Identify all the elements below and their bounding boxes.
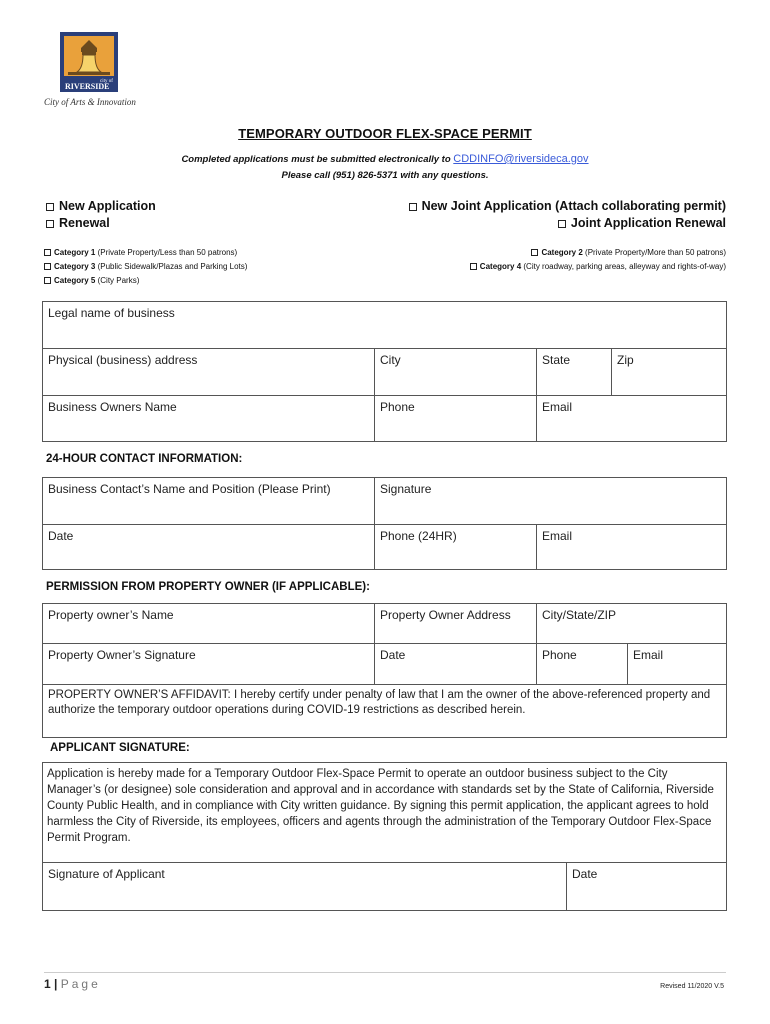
category-3-desc: (Public Sidewalk/Plazas and Parking Lots) [97, 262, 248, 271]
renewal-checkbox[interactable] [46, 220, 54, 228]
state-label: State [542, 353, 571, 367]
page-number-separator: | [54, 977, 58, 991]
contact-date-field[interactable] [42, 524, 375, 570]
category-4-label: Category 4 [479, 262, 522, 271]
owner-city-state-zip-label: City/State/ZIP [542, 608, 617, 622]
owner-email-label: Email [633, 648, 664, 662]
contact-name-label: Business Contact’s Name and Position (Please Print) [48, 482, 331, 496]
category-1-option[interactable] [44, 248, 237, 257]
joint-renewal-checkbox[interactable] [558, 220, 566, 228]
contact-signature-field[interactable] [374, 477, 727, 525]
phone-label: Phone [380, 400, 415, 414]
contact-phone-field[interactable] [374, 524, 537, 570]
category-5-option[interactable] [44, 276, 139, 285]
category-3-label: Category 3 [54, 262, 96, 271]
new-application-checkbox[interactable] [46, 203, 54, 211]
renewal-label: Renewal [59, 216, 110, 230]
page-number [44, 977, 101, 991]
owner-signature-label: Property Owner’s Signature [48, 648, 196, 662]
category-2-label: Category 2 [541, 248, 583, 257]
joint-renewal-option[interactable] [558, 216, 726, 230]
submission-text: Completed applications must be submitted electronically to [181, 154, 454, 165]
contact-email-field[interactable] [536, 524, 727, 570]
contact-section-heading: 24-HOUR CONTACT INFORMATION: [46, 453, 243, 465]
category-4-option[interactable] [470, 262, 726, 271]
owner-affidavit: PROPERTY OWNER’S AFFIDAVIT: I hereby certify under penalty of law that I am the owner of the above-referenced property and authorize the temporary outdoor operations during COVID-19 restrictions as described herein. [42, 684, 727, 738]
bell-tower-icon [60, 32, 118, 92]
applicant-signature-field[interactable] [42, 862, 567, 911]
owner-phone-label: Phone [542, 648, 577, 662]
new-joint-label: New Joint Application (Attach collaborating permit) [421, 199, 726, 213]
new-joint-application-option[interactable] [409, 199, 726, 213]
owner-city-state-zip-field[interactable] [536, 603, 727, 644]
phone-field[interactable] [374, 395, 537, 442]
applicant-section-heading: APPLICANT SIGNATURE: [50, 742, 190, 754]
svg-text:RIVERSIDE: RIVERSIDE [65, 82, 110, 91]
contact-info-table [42, 477, 727, 570]
contact-phone-label: Phone (24HR) [380, 529, 457, 543]
legal-name-field[interactable] [42, 301, 727, 349]
applicant-statement: Application is hereby made for a Temporary Outdoor Flex-Space Permit to operate an outdoor business subject to the City Manager’s (or designee) sole consideration and approval and in accordance with standards set by the State of California, Riverside County Public Health, and in compliance with City written guidance. By signing this permit application, the applicant agrees to hold harmless the City of Riverside, its employees, officers and agents through the administration of the Temporary Outdoor Flex-Space Permit Program. [47, 768, 714, 844]
phone-instructions: Please call (951) 826-5371 with any questions. [281, 170, 489, 181]
contact-email-label: Email [542, 529, 573, 543]
applicant-table [42, 762, 727, 911]
owner-phone-field[interactable] [536, 643, 628, 685]
owner-address-field[interactable] [374, 603, 537, 644]
state-field[interactable] [536, 348, 612, 396]
owners-name-field[interactable] [42, 395, 375, 442]
category-2-desc: (Private Property/More than 50 patrons) [585, 248, 726, 257]
category-5-desc: (City Parks) [97, 276, 140, 285]
city-field[interactable] [374, 348, 537, 396]
owner-date-label: Date [380, 648, 406, 662]
category-5-checkbox[interactable] [44, 277, 51, 284]
owner-address-label: Property Owner Address [380, 608, 511, 622]
owner-date-field[interactable] [374, 643, 537, 685]
category-2-checkbox[interactable] [531, 249, 538, 256]
submission-instructions [0, 153, 770, 165]
email-link[interactable]: CDDINFO@riversideca.gov [453, 153, 589, 165]
physical-address-label: Physical (business) address [48, 353, 198, 367]
owner-signature-field[interactable] [42, 643, 375, 685]
owner-name-field[interactable] [42, 603, 375, 644]
owner-email-field[interactable] [627, 643, 727, 685]
category-4-checkbox[interactable] [470, 263, 477, 270]
svg-text:city of: city of [100, 79, 113, 84]
applicant-date-label: Date [572, 867, 598, 881]
category-2-option[interactable] [531, 248, 726, 257]
category-4-desc: (City roadway, parking areas, alleyway and rights-of-way) [523, 262, 726, 271]
city-tagline: City of Arts & Innovation [44, 97, 136, 107]
category-1-checkbox[interactable] [44, 249, 51, 256]
category-1-desc: (Private Property/Less than 50 patrons) [97, 248, 238, 257]
renewal-option[interactable] [46, 216, 110, 230]
city-logo [60, 32, 118, 92]
category-3-checkbox[interactable] [44, 263, 51, 270]
page-word: Page [60, 977, 101, 991]
zip-field[interactable] [611, 348, 727, 396]
page-title: TEMPORARY OUTDOOR FLEX-SPACE PERMIT [238, 126, 532, 141]
email-field[interactable] [536, 395, 727, 442]
new-application-option[interactable] [46, 199, 156, 213]
contact-date-label: Date [48, 529, 74, 543]
owner-section-heading: PERMISSION FROM PROPERTY OWNER (IF APPLICABLE): [46, 581, 370, 593]
footer-divider [44, 972, 726, 973]
new-application-label: New Application [59, 199, 156, 213]
email-label: Email [542, 400, 573, 414]
legal-name-label: Legal name of business [48, 306, 175, 320]
owner-info-table [42, 603, 727, 738]
city-label: City [380, 353, 401, 367]
category-1-label: Category 1 [54, 248, 96, 257]
contact-name-field[interactable] [42, 477, 375, 525]
page-number-value: 1 [44, 977, 51, 991]
category-5-label: Category 5 [54, 276, 96, 285]
business-info-table [42, 301, 727, 442]
contact-signature-label: Signature [380, 482, 432, 496]
zip-label: Zip [617, 353, 634, 367]
applicant-signature-label: Signature of Applicant [48, 867, 165, 881]
revision-note: Revised 11/2020 V.5 [660, 983, 724, 990]
applicant-date-field[interactable] [566, 862, 727, 911]
new-joint-checkbox[interactable] [409, 203, 417, 211]
owner-name-label: Property owner’s Name [48, 608, 174, 622]
category-3-option[interactable] [44, 262, 247, 271]
owners-name-label: Business Owners Name [48, 400, 177, 414]
joint-renewal-label: Joint Application Renewal [570, 216, 726, 230]
physical-address-field[interactable] [42, 348, 375, 396]
